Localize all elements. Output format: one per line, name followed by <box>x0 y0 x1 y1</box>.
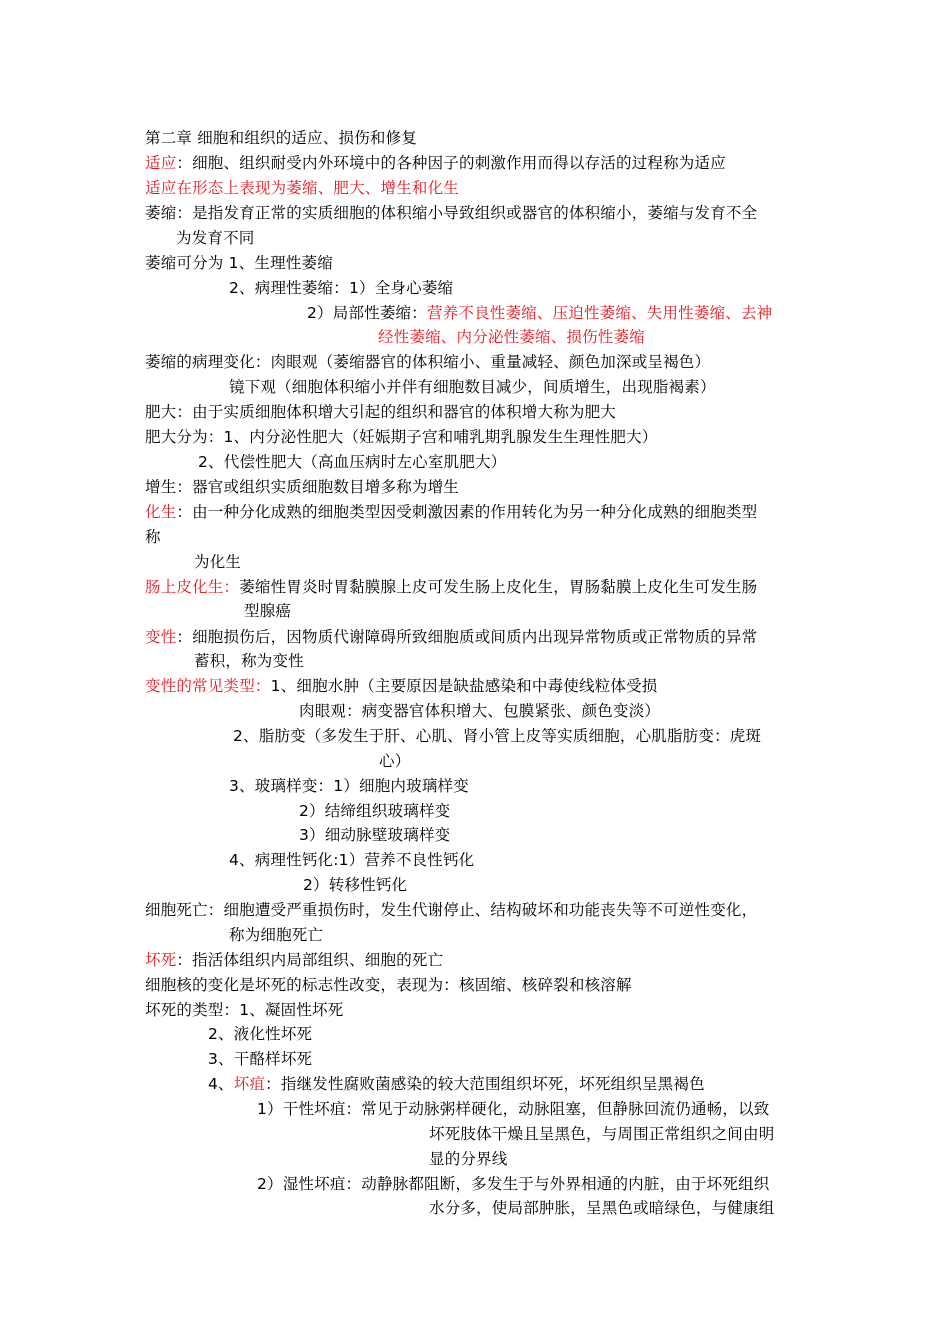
fatty-change-cont: 心） <box>379 752 411 770</box>
wet-gangrene-1: 2）湿性坏疽：动静脉都阻断，多发生于与外界相通的内脏，由于坏死组织 <box>257 1175 770 1193</box>
degeneration-cont: 蓄积，称为变性 <box>194 652 304 670</box>
intestinal-metaplasia <box>145 576 757 598</box>
adapt-definition <box>145 152 726 174</box>
cell-swelling-gross: 肉眼观：病变器官体积增大、包膜紧张、颜色变淡） <box>299 702 661 720</box>
dry-gangrene-3: 显的分界线 <box>429 1150 508 1168</box>
degeneration-term: 变性 <box>145 628 177 646</box>
necrosis-text: ：指活体组织内局部组织、细胞的死亡 <box>176 951 444 969</box>
cell-death-definition: 细胞死亡：细胞遭受严重损伤时，发生代谢停止、结构破坏和功能丧失等不可逆性变化， <box>145 901 758 919</box>
hypertrophy-definition: 肥大：由于实质细胞体积增大引起的组织和器官的体积增大称为肥大 <box>145 403 617 421</box>
metaplasia-text: ：由一种分化成熟的细胞类型因受刺激因素的作用转化为另一种分化成熟的细胞类型 <box>176 503 758 521</box>
atrophy-local-label: 2）局部性萎缩： <box>307 304 427 322</box>
degeneration-definition <box>145 626 757 648</box>
dry-gangrene-2: 坏死肢体干燥且呈黑色，与周围正常组织之间由明 <box>429 1125 775 1143</box>
dry-gangrene-1: 1）干性坏疽：常见于动脉粥样硬化，动脉阻塞，但静脉回流仍通畅，以致 <box>257 1100 770 1118</box>
degeneration-types-text: 1、细胞水肿（主要原因是缺盐感染和中毒使线粒体受损 <box>270 677 658 695</box>
atrophy-pathology-micro: 镜下观（细胞体积缩小并伴有细胞数目减少，间质增生，出现脂褐素） <box>229 378 716 396</box>
necrosis-types-3: 3、干酪样坏死 <box>208 1050 313 1068</box>
fatty-change: 2、脂肪变（多发生于肝、心肌、肾小管上皮等实质细胞，心肌脂肪变：虎斑 <box>233 727 762 745</box>
hyaline-change-2: 2）结缔组织玻璃样变 <box>299 802 451 820</box>
adapt-text: ：细胞、组织耐受内外环境中的各种因子的刺激作用而得以存活的过程称为适应 <box>176 154 726 172</box>
hyaline-change-3: 3）细动脉壁玻璃样变 <box>299 826 451 844</box>
intestinal-term: 肠上皮化生： <box>145 578 240 596</box>
intestinal-cont: 型腺癌 <box>244 602 292 620</box>
metaplasia-cont-1: 称 <box>145 528 161 546</box>
atrophy-local-types-cont: 经性萎缩、内分泌性萎缩、损伤性萎缩 <box>378 328 645 346</box>
metaplasia-term: 化生 <box>145 503 177 521</box>
gangrene-text: ：指继发性腐败菌感染的较大范围组织坏死，坏死组织呈黑褐色 <box>265 1075 705 1093</box>
hyperplasia-definition: 增生：器官或组织实质细胞数目增多称为增生 <box>145 478 460 496</box>
hypertrophy-compensatory: 2、代偿性肥大（高血压病时左心室肌肥大） <box>198 453 507 471</box>
nucleus-change: 细胞核的变化是坏死的标志性改变，表现为：核固缩、核碎裂和核溶解 <box>145 976 632 994</box>
atrophy-definition: 萎缩：是指发育正常的实质细胞的体积缩小导致组织或器官的体积缩小，萎缩与发育不全 <box>145 204 758 222</box>
hyaline-change-1: 3、玻璃样变：1）细胞内玻璃样变 <box>229 777 469 795</box>
hypertrophy-classification: 肥大分为：1、内分泌性肥大（妊娠期子宫和哺乳期乳腺发生生理性肥大） <box>145 428 658 446</box>
necrosis-definition <box>145 949 443 971</box>
adapt-forms: 适应在形态上表现为萎缩、肥大、增生和化生 <box>145 179 460 197</box>
adapt-term: 适应 <box>145 154 177 172</box>
gangrene-num: 4、 <box>208 1075 234 1093</box>
atrophy-local-types: 营养不良性萎缩、压迫性萎缩、失用性萎缩、去神 <box>426 304 773 322</box>
atrophy-local <box>307 302 772 324</box>
gangrene-term: 坏疽 <box>233 1075 266 1093</box>
necrosis-term: 坏死 <box>145 951 177 969</box>
degeneration-types-term: 变性的常见类型： <box>145 677 271 695</box>
atrophy-classification: 萎缩可分为 1、生理性萎缩 <box>145 254 333 272</box>
atrophy-pathology-gross: 萎缩的病理变化：肉眼观（萎缩器官的体积缩小、重量减轻、颜色加深或呈褐色） <box>145 353 711 371</box>
intestinal-text: 萎缩性胃炎时胃黏膜腺上皮可发生肠上皮化生，胃肠黏膜上皮化生可发生肠 <box>239 578 758 596</box>
necrosis-types-1: 坏死的类型：1、凝固性坏死 <box>145 1001 344 1019</box>
chapter-title: 第二章 细胞和组织的适应、损伤和修复 <box>145 129 418 147</box>
wet-gangrene-2: 水分多，使局部肿胀，呈黑色或暗绿色，与健康组 <box>429 1199 775 1217</box>
gangrene-definition <box>208 1073 705 1095</box>
metaplasia-cont-2: 为化生 <box>194 553 242 571</box>
metaplasia-definition <box>145 501 757 523</box>
degeneration-text: ：细胞损伤后，因物质代谢障碍所致细胞质或间质内出现异常物质或正常物质的异常 <box>176 628 758 646</box>
necrosis-types-2: 2、液化性坏死 <box>208 1025 313 1043</box>
cell-death-cont: 称为细胞死亡 <box>229 926 324 944</box>
calcification-2: 2）转移性钙化 <box>303 876 408 894</box>
atrophy-pathological: 2、病理性萎缩：1）全身心萎缩 <box>229 279 454 297</box>
atrophy-definition-cont: 为发育不同 <box>176 229 255 247</box>
calcification-1: 4、病理性钙化:1）营养不良性钙化 <box>229 851 475 869</box>
degeneration-types <box>145 675 657 697</box>
